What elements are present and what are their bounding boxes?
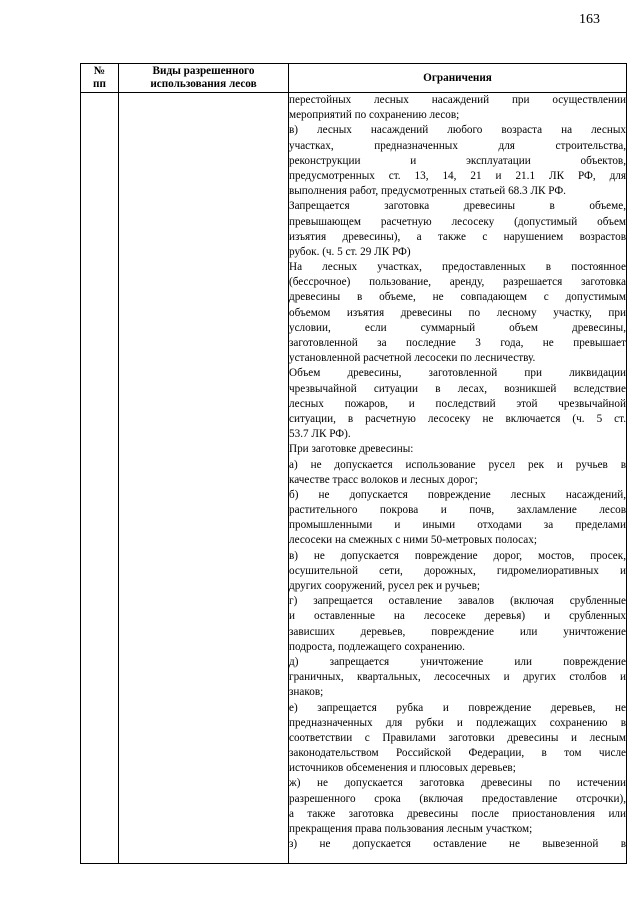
header-usage-type-line2: использования лесов <box>150 78 257 90</box>
restriction-text-line: прекращения права пользования лесным участком; <box>289 823 533 835</box>
restriction-text-line: превышающем расчетную лесосеку (допустимый объем <box>289 215 626 228</box>
restrictions-table <box>80 63 627 864</box>
restriction-text-line: участках, предназначенных для строительства, <box>289 139 626 152</box>
restriction-text-line: промышленными и иными отходами за пределами <box>289 519 626 532</box>
restriction-text-line: в) лесных насаждений любого возраста на лесных <box>289 124 626 137</box>
restriction-text-line: г) запрещается оставление завалов (включая срубленные <box>289 595 626 608</box>
restriction-text-line: объемом изъятия древесины по лесному участку, при <box>289 306 626 319</box>
restriction-text-line: ситуации, в расчетную лесосеку не включается (ч. 5 ст. <box>289 412 626 425</box>
restriction-text-line: реконструкции и эксплуатации объектов, <box>289 154 626 167</box>
restriction-text-line: знаков; <box>289 686 324 699</box>
restriction-text-line: предназначенных для рубки и подлежащих сохранению в <box>289 716 626 729</box>
restriction-text-line: Объем древесины, заготовленной при ликвидации <box>289 367 626 380</box>
page-number: 163 <box>579 12 600 27</box>
header-usage-type-line1: Виды разрешенного <box>152 65 255 77</box>
header-number <box>81 64 119 93</box>
restriction-text-line: лесных пожаров, и последствий этой чрезвычайной <box>289 397 626 410</box>
restriction-text-line: граничных, квартальных, лесосечных и других столбов и <box>289 671 626 684</box>
restriction-text-line: древесины в объеме, не совпадающем с допустимым <box>289 291 626 304</box>
cell-number <box>81 93 119 864</box>
restriction-text-line: б) не допускается повреждение лесных насаждений, <box>289 488 626 501</box>
table-header-row <box>81 64 627 93</box>
restriction-text-line: чрезвычайной ситуации в лесах, возникшей вследствие <box>289 382 626 395</box>
restriction-text-line: Запрещается заготовка древесины в объеме, <box>289 200 626 213</box>
restriction-text-line: подроста, подлежащего сохранению. <box>289 640 465 653</box>
restriction-text-line: изъятия древесины), а также с нарушением возрастов <box>289 230 626 243</box>
restriction-text-line: мероприятий по сохранению лесов; <box>289 109 460 122</box>
restriction-text-line: з) не допускается оставление не вывезенной в <box>289 838 626 851</box>
restriction-text-line: в) не допускается повреждение дорог, мостов, просек, <box>289 549 626 562</box>
cell-usage-type <box>119 93 289 864</box>
header-restrictions: Ограничения <box>289 64 627 93</box>
restriction-text-line: На лесных участках, предоставленных в постоянное <box>289 261 626 274</box>
restriction-text-line: разрешенного срока (включая предоставление отсрочки), <box>289 792 626 805</box>
restriction-text-line: При заготовке древесины: <box>289 443 414 456</box>
header-number-line1: № <box>93 65 106 77</box>
cell-restrictions <box>289 93 627 864</box>
restriction-text-line: а) не допускается использование русел рек и ручьев в <box>289 458 626 471</box>
restriction-text-line: 53.7 ЛК РФ). <box>289 428 351 441</box>
restriction-text-line: заготовленной за последние 3 года, не превышает <box>289 337 626 349</box>
restriction-text-line: установленной расчетной лесосеки по лесничеству. <box>289 352 536 365</box>
restriction-text-line: (бессрочное) пользование, аренду, разрешается заготовка <box>289 276 626 289</box>
restriction-text-line: д) запрещается уничтожение или повреждение <box>289 655 626 668</box>
restriction-text-line: ж) не допускается заготовка древесины по истечении <box>289 777 626 790</box>
restriction-text-line: осушительной сети, дорожных, гидромелиоративных и <box>289 564 626 577</box>
restriction-text-line: выполнения работ, предусмотренных статьей 68.3 ЛК РФ. <box>289 185 566 198</box>
header-usage-type <box>119 64 289 93</box>
restriction-text-line: источников обсеменения и плюсовых деревьев; <box>289 762 516 775</box>
restriction-text-line: растительного покрова и почв, захламление лесов <box>289 504 626 517</box>
restriction-text-line: соответствии с Правилами заготовки древесины и лесным <box>289 731 626 744</box>
header-number-line2: пп <box>93 78 106 90</box>
restriction-text-line: качестве трасс волоков и лесных дорог; <box>289 473 478 486</box>
restriction-text-line: и оставленные на лесосеке деревья) и срубленных <box>289 610 626 623</box>
restriction-text-line: законодательством Российской Федерации, в том числе <box>289 747 626 760</box>
restriction-text-line: предусмотренных ст. 13, 14, 21 и 21.1 ЛК РФ, для <box>289 169 626 182</box>
restriction-text-line: лесосеки на смежных с ними 50-метровых полосах; <box>289 534 537 547</box>
restriction-text-line: условии, если суммарный объем древесины, <box>289 321 626 334</box>
restriction-text-line: е) запрещается рубка и повреждение деревьев, не <box>289 701 626 714</box>
restriction-text-line: рубок. (ч. 5 ст. 29 ЛК РФ) <box>289 245 411 258</box>
restriction-text-line: перестойных лесных насаждений при осуществлении <box>289 94 626 106</box>
restriction-text-line: зависших деревьев, повреждение или уничтожение <box>289 625 626 638</box>
table-row <box>81 93 627 864</box>
restriction-text-line: других сооружений, русел рек и ручьев; <box>289 580 481 592</box>
restriction-text-line: а также заготовка древесины после приостановления или <box>289 807 626 820</box>
